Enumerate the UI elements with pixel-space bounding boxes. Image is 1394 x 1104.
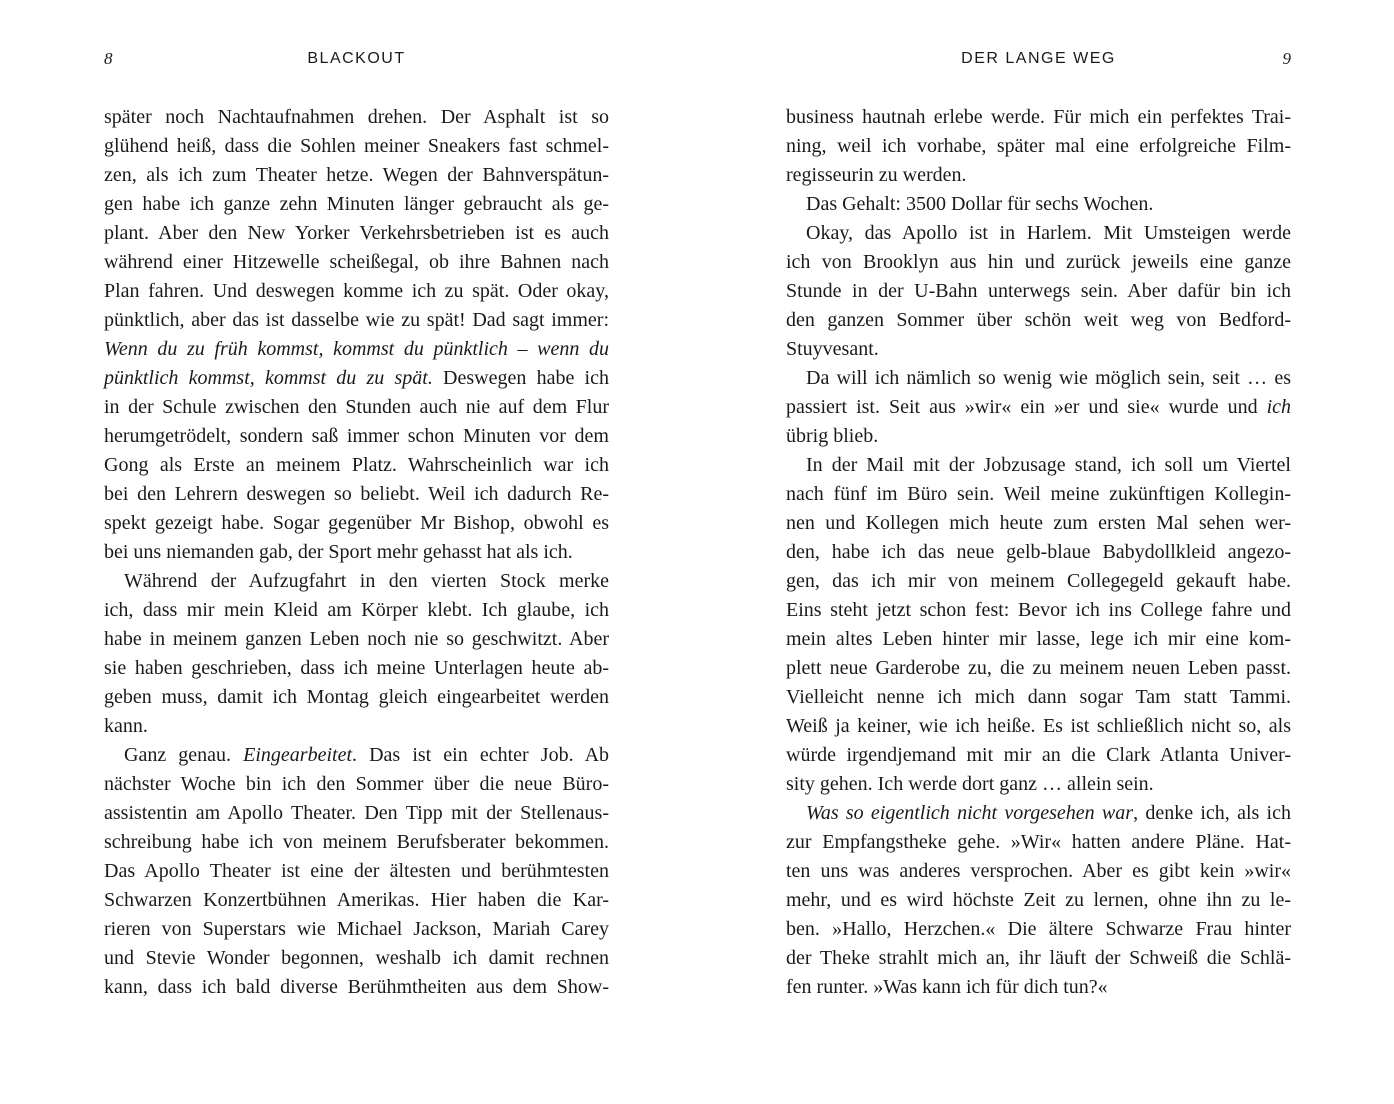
italic-text: Was so eigentlich nicht vorgesehen war <box>806 802 1134 824</box>
text-segment: spekt gezeigt habe. Sogar gegenüber Mr Bishop, obwohl es <box>104 512 609 534</box>
text-line <box>786 103 1291 132</box>
text-line <box>786 770 1291 799</box>
text-segment: sie haben geschrieben, dass ich meine Unterlagen heute ab- <box>104 657 609 679</box>
text-line <box>786 915 1291 944</box>
text-segment: Schwarzen Konzertbühnen Amerikas. Hier haben die Kar- <box>104 889 609 911</box>
left-page-body <box>104 103 609 1002</box>
page-number: 9 <box>1282 49 1291 68</box>
text-segment: Stuyvesant. <box>786 338 879 360</box>
text-line <box>104 248 609 277</box>
text-segment: Ganz genau. <box>124 744 244 766</box>
right-page <box>786 0 1291 1104</box>
text-line <box>104 480 609 509</box>
text-segment: habe in meinem ganzen Leben noch nie so geschwitzt. Aber <box>104 628 609 650</box>
text-line <box>786 393 1291 422</box>
text-line <box>104 741 609 770</box>
text-segment: Das Apollo Theater ist eine der ältesten und berühmtesten <box>104 860 609 882</box>
text-segment: nächster Woche bin ich den Sommer über die neue Büro- <box>104 773 609 795</box>
text-line <box>104 509 609 538</box>
text-line <box>104 422 609 451</box>
text-segment: Plan fahren. Und deswegen komme ich zu spät. Oder okay, <box>104 280 609 302</box>
text-line <box>104 886 609 915</box>
text-segment: In der Mail mit der Jobzusage stand, ich soll um Viertel <box>806 454 1291 476</box>
italic-text: Eingearbeitet <box>243 744 353 766</box>
text-segment: kann, dass ich bald diverse Berühmtheiten aus dem Show- <box>104 976 609 998</box>
text-line <box>104 683 609 712</box>
text-line <box>104 161 609 190</box>
text-line <box>786 509 1291 538</box>
text-line <box>786 567 1291 596</box>
text-segment: ich von Brooklyn aus hin und zurück jeweils eine ganze <box>786 251 1291 273</box>
text-line <box>786 306 1291 335</box>
text-segment: glühend heiß, dass die Sohlen meiner Sneakers fast schmel- <box>104 135 609 157</box>
text-segment: Eins steht jetzt schon fest: Bevor ich ins College fahre und <box>786 599 1291 621</box>
text-segment: gen habe ich ganze zehn Minuten länger gebraucht als ge- <box>104 193 609 215</box>
text-segment: ben. »Hallo, Herzchen.« Die ältere Schwarze Frau hinter <box>786 918 1291 940</box>
text-segment: in der Schule zwischen den Stunden auch nie auf dem Flur <box>104 396 609 418</box>
text-segment: assistentin am Apollo Theater. Den Tipp mit der Stellenaus- <box>104 802 609 824</box>
text-line <box>104 799 609 828</box>
text-line <box>104 944 609 973</box>
text-segment: rieren von Superstars wie Michael Jackson, Mariah Carey <box>104 918 609 940</box>
text-segment: regisseurin zu werden. <box>786 164 967 186</box>
text-line <box>104 190 609 219</box>
text-segment: der Theke strahlt mich an, ihr läuft der Schweiß die Schlä- <box>786 947 1291 969</box>
text-line <box>786 480 1291 509</box>
text-segment: und Stevie Wonder begonnen, weshalb ich damit rechnen <box>104 947 609 969</box>
text-segment: nach fünf im Büro sein. Weil meine zukünftigen Kollegin- <box>786 483 1291 505</box>
text-segment: kann. <box>104 715 148 737</box>
text-segment: würde irgendjemand mit mir an die Clark Atlanta Univer- <box>786 744 1291 766</box>
text-line <box>104 596 609 625</box>
text-segment: business hautnah erlebe werde. Für mich ein perfektes Trai- <box>786 106 1291 128</box>
text-line <box>786 973 1291 1002</box>
text-segment: mein altes Leben hinter mir lasse, lege ich mir eine kom- <box>786 628 1291 650</box>
text-segment: zur Empfangstheke gehe. »Wir« hatten andere Pläne. Hat- <box>786 831 1291 853</box>
text-line <box>104 770 609 799</box>
text-line <box>104 219 609 248</box>
text-segment: , denke ich, als ich <box>1133 802 1291 824</box>
text-segment: fen runter. »Was kann ich für dich tun?« <box>786 976 1108 998</box>
text-segment: den ganzen Sommer über schön weit weg von Bedford- <box>786 309 1291 331</box>
running-head: DER LANGE WEG <box>961 50 1116 67</box>
text-line <box>786 886 1291 915</box>
text-segment: . Das ist ein echter Job. Ab <box>352 744 610 766</box>
text-line <box>786 654 1291 683</box>
text-line <box>786 683 1291 712</box>
text-line <box>104 654 609 683</box>
text-segment: Während der Aufzugfahrt in den vierten Stock merke <box>124 570 609 592</box>
text-segment: schreibung habe ich von meinem Berufsberater bekommen. <box>104 831 609 853</box>
text-segment: pünktlich, aber das ist dasselbe wie zu spät! Dad sagt immer: <box>104 309 609 331</box>
text-segment: gen, das ich mir von meinem Collegegeld gekauft habe. <box>786 570 1291 592</box>
text-line <box>786 451 1291 480</box>
text-line <box>104 538 609 567</box>
text-line <box>104 306 609 335</box>
text-segment: passiert ist. Seit aus »wir« ein »er und sie« wurde und <box>786 396 1267 418</box>
text-segment: mehr, und es wird höchste Zeit zu lernen, ohne ihn zu le- <box>786 889 1291 911</box>
text-segment: übrig blieb. <box>786 425 879 447</box>
text-line <box>786 828 1291 857</box>
text-line <box>104 335 609 364</box>
text-segment: plett neue Garderobe zu, die zu meinem neuen Leben passt. <box>786 657 1291 679</box>
text-line <box>786 596 1291 625</box>
text-line <box>786 799 1291 828</box>
text-segment: Das Gehalt: 3500 Dollar für sechs Wochen. <box>806 193 1154 215</box>
text-segment: bei den Lehrern deswegen so beliebt. Weil ich dadurch Re- <box>104 483 609 505</box>
text-segment: Weiß ja keiner, wie ich heiße. Es ist schließlich nicht so, als <box>786 715 1291 737</box>
text-line <box>786 712 1291 741</box>
text-segment: plant. Aber den New Yorker Verkehrsbetrieben ist es auch <box>104 222 609 244</box>
running-head: BLACKOUT <box>307 50 406 67</box>
italic-text: Wenn du zu früh kommst, kommst du pünktlich – wenn du <box>104 338 609 360</box>
text-segment: ning, weil ich vorhabe, später mal eine erfolgreiche Film- <box>786 135 1291 157</box>
text-segment: Gong als Erste an meinem Platz. Wahrscheinlich war ich <box>104 454 609 476</box>
text-line <box>104 393 609 422</box>
text-line <box>104 828 609 857</box>
text-segment: nen und Kollegen mich heute zum ersten Mal sehen wer- <box>786 512 1291 534</box>
text-line <box>104 625 609 654</box>
text-line <box>786 422 1291 451</box>
text-segment: ten uns was anderes versprochen. Aber es gibt kein »wir« <box>786 860 1291 882</box>
italic-text: pünktlich kommst, kommst du zu spät. <box>104 367 433 389</box>
text-line <box>104 364 609 393</box>
text-line <box>786 857 1291 886</box>
right-page-body <box>786 103 1291 1002</box>
text-segment: herumgetrödelt, sondern saß immer schon Minuten vor dem <box>104 425 609 447</box>
text-line <box>104 567 609 596</box>
text-line <box>786 277 1291 306</box>
left-page <box>104 0 609 1104</box>
text-line <box>786 538 1291 567</box>
text-line <box>104 857 609 886</box>
text-line <box>104 103 609 132</box>
text-segment: später noch Nachtaufnahmen drehen. Der Asphalt ist so <box>104 106 609 128</box>
text-segment: zen, als ich zum Theater hetze. Wegen der Bahnverspätun- <box>104 164 609 186</box>
text-line <box>104 712 609 741</box>
text-segment: Stunde in der U-Bahn unterwegs sein. Aber dafür bin ich <box>786 280 1291 302</box>
text-segment: ich, dass mir mein Kleid am Körper klebt. Ich glaube, ich <box>104 599 609 621</box>
text-line <box>786 161 1291 190</box>
text-line <box>786 944 1291 973</box>
text-line <box>786 741 1291 770</box>
text-segment: Da will ich nämlich so wenig wie möglich sein, seit … es <box>806 367 1291 389</box>
text-segment: Deswegen habe ich <box>432 367 609 389</box>
text-line <box>786 625 1291 654</box>
left-page-header <box>104 0 609 74</box>
text-line <box>786 248 1291 277</box>
text-line <box>104 451 609 480</box>
text-line <box>104 973 609 1002</box>
text-line <box>786 335 1291 364</box>
text-line <box>104 132 609 161</box>
text-segment: den, habe ich das neue gelb-blaue Babydollkleid angezo- <box>786 541 1291 563</box>
text-line <box>786 219 1291 248</box>
text-line <box>786 190 1291 219</box>
text-segment: Okay, das Apollo ist in Harlem. Mit Umsteigen werde <box>806 222 1291 244</box>
text-line <box>786 132 1291 161</box>
right-page-header <box>786 0 1291 74</box>
text-segment: Vielleicht nenne ich mich dann sogar Tam statt Tammi. <box>786 686 1291 708</box>
text-segment: sity gehen. Ich werde dort ganz … allein sein. <box>786 773 1154 795</box>
text-segment: geben muss, damit ich Montag gleich eingearbeitet werden <box>104 686 609 708</box>
text-line <box>104 915 609 944</box>
text-line <box>786 364 1291 393</box>
page-number: 8 <box>104 49 113 68</box>
italic-text: ich <box>1266 396 1291 418</box>
text-segment: während einer Hitzewelle scheißegal, ob ihre Bahnen nach <box>104 251 609 273</box>
text-segment: bei uns niemanden gab, der Sport mehr gehasst hat als ich. <box>104 541 573 563</box>
text-line <box>104 277 609 306</box>
